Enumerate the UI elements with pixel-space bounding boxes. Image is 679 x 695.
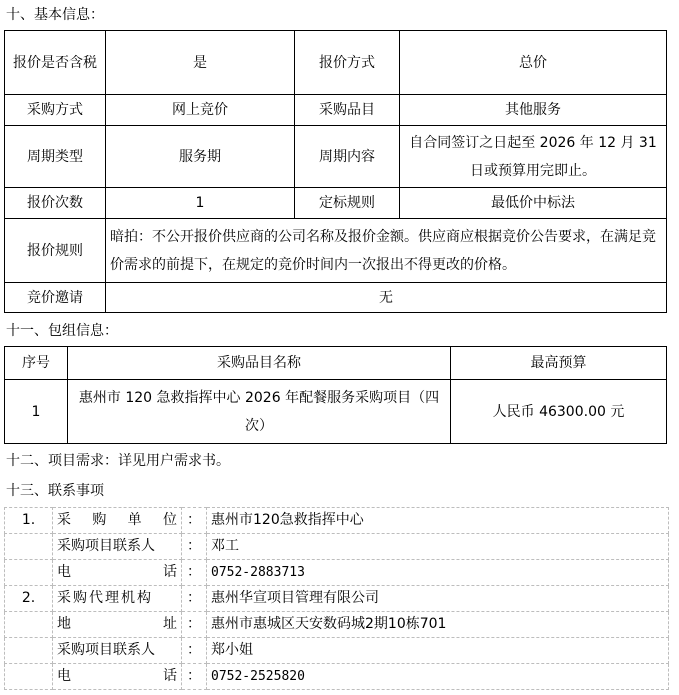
basic-row-invitation (5, 283, 667, 313)
value-tax-included: 是 (106, 31, 295, 95)
label-bid-invitation: 竞价邀请 (5, 283, 106, 313)
basic-row-tax (5, 31, 667, 95)
value-procurement-category: 其他服务 (400, 95, 667, 126)
contact-value-phone: 0752-2525820 (207, 664, 669, 690)
contact-colon: ： (182, 560, 207, 586)
basic-row-quote-count (5, 188, 667, 219)
label-award-rule: 定标规则 (295, 188, 400, 219)
contact-table (4, 507, 669, 690)
header-max-budget: 最高预算 (451, 347, 667, 380)
package-max-budget: 人民币 46300.00 元 (451, 380, 667, 444)
contact-item-number-empty (5, 612, 53, 638)
label-quote-method: 报价方式 (295, 31, 400, 95)
contact-row-agency-address (5, 612, 669, 638)
contact-label-phone: 电 话 (53, 664, 182, 690)
package-row (5, 380, 667, 444)
label-procurement-method: 采购方式 (5, 95, 106, 126)
section-requirements: 十二、项目需求：详见用户需求书。 (6, 453, 230, 469)
contact-colon: ： (182, 508, 207, 534)
contact-colon: ： (182, 664, 207, 690)
contact-value-contact-person: 郑小姐 (207, 638, 669, 664)
value-period-type: 服务期 (106, 126, 295, 188)
contact-value-phone: 0752-2883713 (207, 560, 669, 586)
contact-item-number-empty (5, 560, 53, 586)
contact-item-number-empty (5, 664, 53, 690)
contact-item-number: 1. (5, 508, 53, 534)
label-quote-rule: 报价规则 (5, 219, 106, 283)
contact-colon: ： (182, 586, 207, 612)
basic-info-table (4, 30, 667, 313)
label-procurement-category: 采购品目 (295, 95, 400, 126)
label-quote-count: 报价次数 (5, 188, 106, 219)
package-item-name: 惠州市 120 急救指挥中心 2026 年配餐服务采购项目（四次） (68, 380, 451, 444)
label-period-content: 周期内容 (295, 126, 400, 188)
basic-row-quote-rule (5, 219, 667, 283)
contact-row-agency-contact (5, 638, 669, 664)
contact-value-purchaser: 惠州市120急救指挥中心 (207, 508, 669, 534)
value-bid-invitation: 无 (106, 283, 667, 313)
value-quote-rule: 暗拍：不公开报价供应商的公司名称及报价金额。供应商应根据竞价公告要求，在满足竞价需求的前提下，在规定的竞价时间内一次报出不得更改的价格。 (106, 219, 667, 283)
contact-value-agency: 惠州华宣项目管理有限公司 (207, 586, 669, 612)
contact-colon: ： (182, 638, 207, 664)
header-item-name: 采购品目名称 (68, 347, 451, 380)
label-tax-included: 报价是否含税 (5, 31, 106, 95)
header-serial-no: 序号 (5, 347, 68, 380)
contact-row-agency-phone (5, 664, 669, 690)
basic-row-procurement (5, 95, 667, 126)
package-table (4, 346, 667, 444)
contact-value-contact-person: 邓工 (207, 534, 669, 560)
contact-colon: ： (182, 534, 207, 560)
contact-value-address: 惠州市惠城区天安数码城2期10栋701 (207, 612, 669, 638)
value-procurement-method: 网上竞价 (106, 95, 295, 126)
contact-item-number: 2. (5, 586, 53, 612)
contact-row-purchaser-phone (5, 560, 669, 586)
section-contact-title: 十三、联系事项 (6, 483, 104, 499)
contact-label-address: 地 址 (53, 612, 182, 638)
contact-item-number-empty (5, 534, 53, 560)
contact-row-purchaser-contact (5, 534, 669, 560)
package-header-row (5, 347, 667, 380)
contact-row-agency (5, 586, 669, 612)
basic-row-period (5, 126, 667, 188)
value-period-content: 自合同签订之日起至 2026 年 12 月 31 日或预算用完即止。 (400, 126, 667, 188)
contact-item-number-empty (5, 638, 53, 664)
contact-label-agency: 采购代理机构 (53, 586, 182, 612)
contact-label-purchaser: 采 购 单 位 (53, 508, 182, 534)
value-quote-method: 总价 (400, 31, 667, 95)
contact-row-purchaser (5, 508, 669, 534)
contact-label-contact-person: 采购项目联系人 (53, 534, 182, 560)
value-award-rule: 最低价中标法 (400, 188, 667, 219)
contact-label-phone: 电 话 (53, 560, 182, 586)
section-basic-info-title: 十、基本信息： (6, 7, 104, 23)
package-serial-no: 1 (5, 380, 68, 444)
contact-colon: ： (182, 612, 207, 638)
contact-label-contact-person: 采购项目联系人 (53, 638, 182, 664)
label-period-type: 周期类型 (5, 126, 106, 188)
value-quote-count: 1 (106, 188, 295, 219)
section-package-info-title: 十一、包组信息： (6, 323, 118, 339)
